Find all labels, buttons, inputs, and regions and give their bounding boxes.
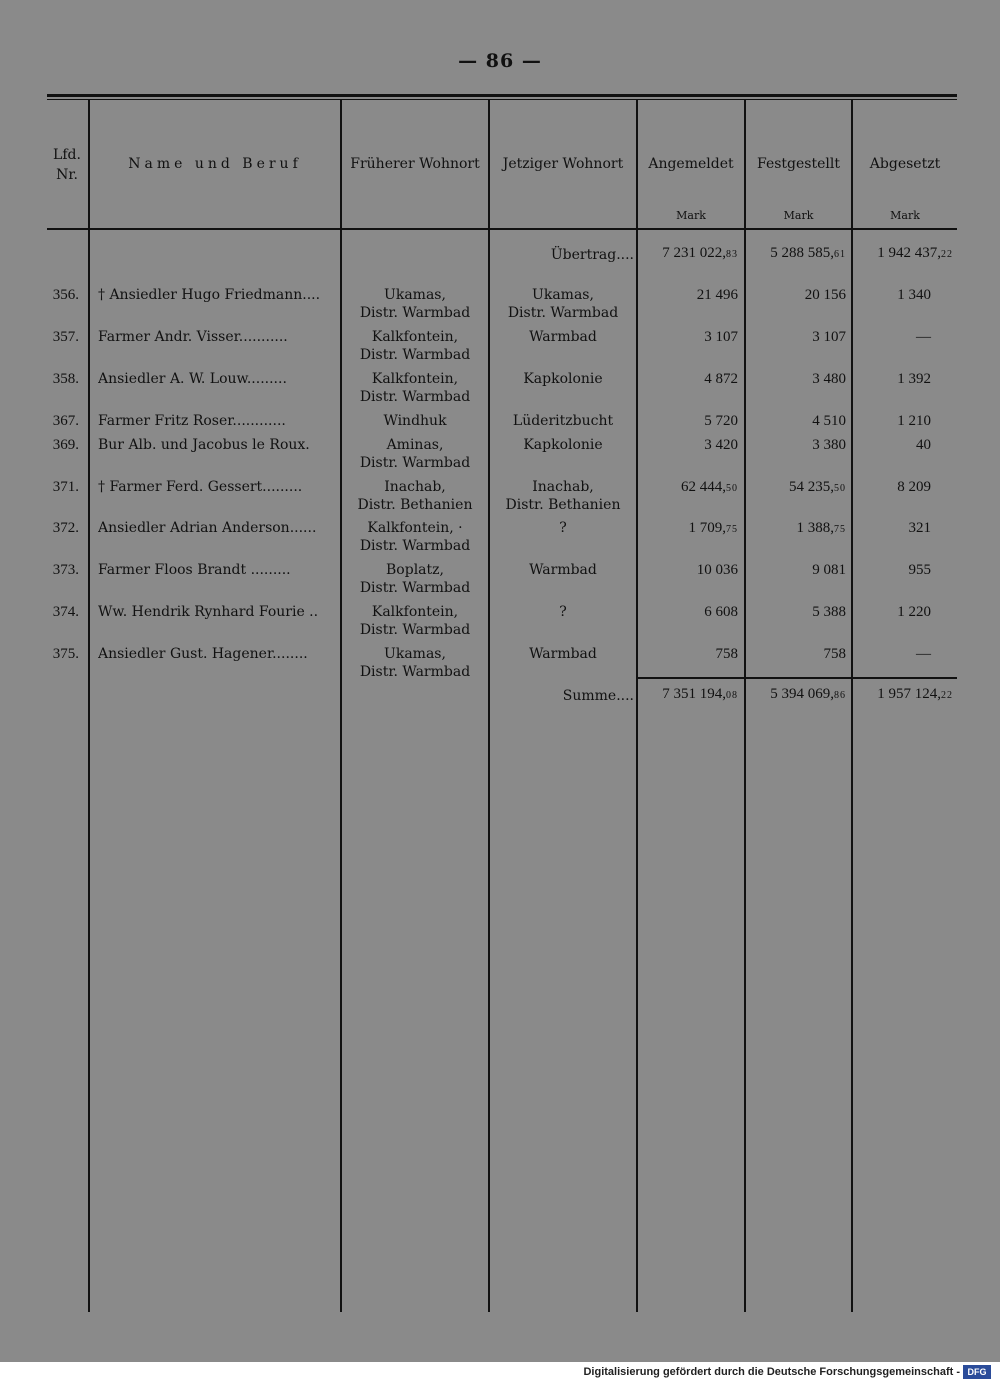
sum-rule [853, 677, 957, 679]
row-frueher-line1: Aminas, [386, 437, 444, 453]
summe-abgesetzt: 1 957 124,22 [877, 686, 953, 702]
row-festgestellt: 4 510 [812, 413, 846, 429]
row-abgesetzt: — [916, 646, 931, 662]
header-lfd: Lfd. [53, 147, 81, 163]
row-number: 369. [52, 437, 79, 453]
dfg-logo: DFG [963, 1365, 991, 1379]
row-name: Ww. Hendrik Rynhard Fourie .. [98, 604, 319, 620]
row-jetzig-line2: Distr. Warmbad [507, 305, 619, 321]
row-frueher-line2: Distr. Warmbad [359, 622, 471, 638]
row-number: 372. [52, 520, 79, 536]
uebertrag-festgestellt: 5 288 585,61 [770, 245, 846, 261]
row-number: 356. [52, 287, 79, 303]
summe-festgestellt: 5 394 069,86 [770, 686, 846, 702]
row-jetzig-line1: ? [559, 520, 567, 536]
header-frueher: Früherer Wohnort [350, 156, 480, 172]
row-jetzig-line1: Ukamas, [532, 287, 594, 303]
row-festgestellt: 3 107 [812, 329, 846, 345]
row-frueher-line1: Boplatz, [386, 562, 444, 578]
row-frueher-line2: Distr. Warmbad [359, 455, 471, 471]
row-name: Ansiedler Gust. Hagener........ [98, 646, 308, 662]
row-frueher-line1: Kalkfontein, [371, 604, 459, 620]
header-nr: Nr. [56, 167, 78, 183]
row-angemeldet: 1 709,75 [688, 520, 738, 536]
row-angemeldet: 62 444,50 [681, 479, 738, 495]
row-frueher-line1: Windhuk [383, 413, 447, 429]
row-name: Ansiedler A. W. Louw......... [98, 371, 287, 387]
row-jetzig-line1: Kapkolonie [523, 437, 603, 453]
row-angemeldet: 21 496 [696, 287, 738, 303]
column-divider [744, 100, 746, 1312]
unit-label: Mark [890, 209, 920, 222]
uebertrag-label: Übertrag.... [550, 247, 634, 263]
row-number: 374. [52, 604, 79, 620]
row-festgestellt: 5 388 [812, 604, 846, 620]
sum-rule [746, 677, 851, 679]
row-name: † Farmer Ferd. Gessert......... [98, 479, 303, 495]
row-frueher-line1: Ukamas, [384, 287, 446, 303]
row-frueher-line2: Distr. Bethanien [357, 497, 473, 513]
column-divider [488, 100, 490, 1312]
top-rule [47, 94, 957, 97]
top-rule-thin [47, 99, 957, 100]
page-number: — 86 — [458, 50, 542, 72]
row-angemeldet: 758 [715, 646, 738, 662]
column-divider [636, 100, 638, 1312]
row-abgesetzt: 321 [908, 520, 931, 536]
row-number: 373. [52, 562, 79, 578]
row-angemeldet: 6 608 [704, 604, 738, 620]
row-jetzig-line1: Warmbad [529, 646, 597, 662]
row-frueher-line1: Ukamas, [384, 646, 446, 662]
row-festgestellt: 54 235,50 [789, 479, 846, 495]
row-frueher-line2: Distr. Warmbad [359, 305, 471, 321]
column-divider [88, 100, 90, 1312]
unit-label: Mark [676, 209, 706, 222]
row-frueher-line1: Kalkfontein, [371, 329, 459, 345]
row-jetzig-line1: ? [559, 604, 567, 620]
row-frueher-line2: Distr. Warmbad [359, 580, 471, 596]
row-name: Farmer Floos Brandt ......... [98, 562, 291, 578]
row-number: 358. [52, 371, 79, 387]
row-festgestellt: 20 156 [804, 287, 846, 303]
row-name: Ansiedler Adrian Anderson...... [98, 520, 317, 536]
row-jetzig-line1: Inachab, [532, 479, 594, 495]
row-angemeldet: 4 872 [704, 371, 738, 387]
row-frueher-line2: Distr. Warmbad [359, 538, 471, 554]
row-abgesetzt: 1 210 [897, 413, 931, 429]
sum-rule [638, 677, 744, 679]
row-abgesetzt: 1 220 [897, 604, 931, 620]
row-abgesetzt: 1 392 [897, 371, 931, 387]
uebertrag-angemeldet: 7 231 022,83 [662, 245, 738, 261]
row-number: 367. [52, 413, 79, 429]
row-name: Farmer Andr. Visser........... [98, 329, 288, 345]
footer-bar [0, 1362, 1000, 1383]
header-lfd-nr [47, 145, 87, 185]
unit-label: Mark [783, 209, 814, 222]
row-festgestellt: 3 380 [812, 437, 846, 453]
row-abgesetzt: 1 340 [897, 287, 931, 303]
uebertrag-abgesetzt: 1 942 437,22 [877, 245, 953, 261]
row-number: 375. [52, 646, 79, 662]
row-frueher-line2: Distr. Warmbad [359, 389, 471, 405]
header-angemeldet: Angemeldet [648, 156, 734, 172]
row-name: † Ansiedler Hugo Friedmann.... [98, 287, 321, 303]
footer-credit: Digitalisierung gefördert durch die Deutsche Forschungsgemeinschaft - [583, 1366, 960, 1378]
row-jetzig-line2: Distr. Bethanien [505, 497, 621, 513]
header-abgesetzt: Abgesetzt [869, 156, 941, 172]
row-abgesetzt: 955 [908, 562, 931, 578]
row-festgestellt: 758 [823, 646, 846, 662]
row-angemeldet: 3 420 [704, 437, 738, 453]
row-name: Farmer Fritz Roser............ [98, 413, 286, 429]
row-abgesetzt: 40 [916, 437, 931, 453]
row-angemeldet: 3 107 [704, 329, 738, 345]
column-divider [851, 100, 853, 1312]
row-jetzig-line1: Lüderitzbucht [512, 413, 614, 429]
row-festgestellt: 1 388,75 [796, 520, 846, 536]
row-number: 371. [52, 479, 79, 495]
row-jetzig-line1: Warmbad [529, 562, 597, 578]
row-angemeldet: 5 720 [704, 413, 738, 429]
row-abgesetzt: 8 209 [897, 479, 931, 495]
row-frueher-line1: Inachab, [384, 479, 446, 495]
header-festgestellt: Festgestellt [757, 156, 840, 172]
column-divider [340, 100, 342, 1312]
row-angemeldet: 10 036 [696, 562, 738, 578]
row-frueher-line1: Kalkfontein, [371, 371, 459, 387]
row-festgestellt: 9 081 [812, 562, 846, 578]
header-jetzig: Jetziger Wohnort [502, 156, 624, 172]
row-number: 357. [52, 329, 79, 345]
summe-angemeldet: 7 351 194,08 [662, 686, 738, 702]
row-jetzig-line1: Kapkolonie [523, 371, 603, 387]
row-frueher-line2: Distr. Warmbad [359, 664, 471, 680]
row-jetzig-line1: Warmbad [529, 329, 597, 345]
header-name: Name und Beruf [128, 156, 302, 172]
header-rule [47, 228, 957, 230]
summe-label: Summe.... [562, 688, 634, 704]
row-name: Bur Alb. und Jacobus le Roux. [98, 437, 310, 453]
row-frueher-line2: Distr. Warmbad [359, 347, 471, 363]
row-abgesetzt: — [916, 329, 931, 345]
row-frueher-line1: Kalkfontein, · [367, 520, 463, 536]
row-festgestellt: 3 480 [812, 371, 846, 387]
